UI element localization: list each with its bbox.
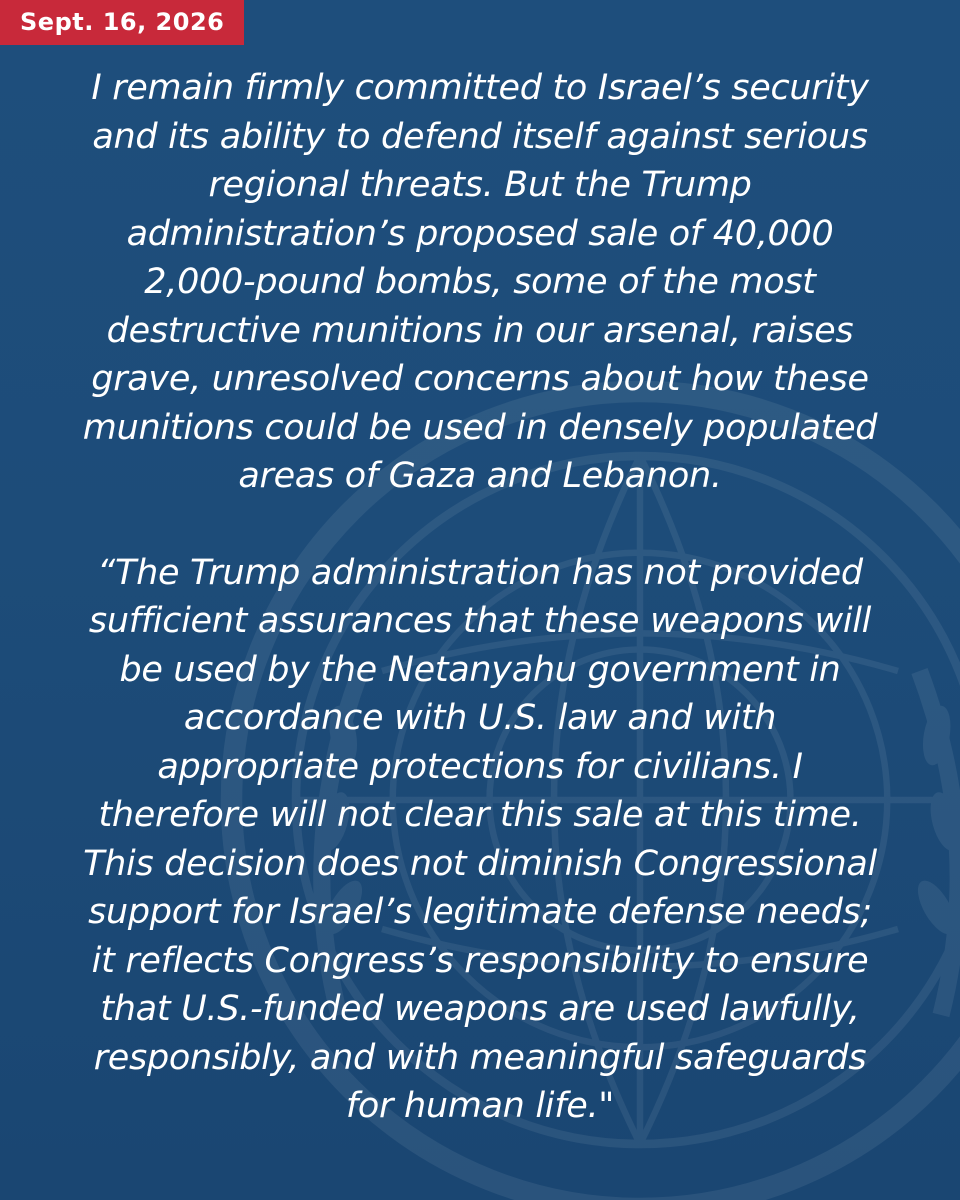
statement-line: sufficient assurances that these weapons will <box>88 601 872 641</box>
statement-line: destructive munitions in our arsenal, raises <box>106 310 854 351</box>
statement-line: for human life." <box>345 1086 615 1126</box>
statement-paragraph-1 <box>50 64 910 501</box>
statement-line: responsibly, and with meaningful safeguards <box>93 1037 867 1078</box>
statement-line: appropriate protections for civilians. I <box>157 746 803 787</box>
statement-line: administration’s proposed sale of 40,000 <box>126 213 834 254</box>
statement-line: that U.S.-funded weapons are used lawfully, <box>100 989 860 1029</box>
statement-line: be used by the Netanyahu government in <box>119 649 841 690</box>
statement-line: This decision does not diminish Congressional <box>83 843 877 884</box>
statement-line: I remain firmly committed to Israel’s security <box>91 68 869 108</box>
statement-line: regional threats. But the Trump <box>208 165 752 205</box>
statement-line: support for Israel’s legitimate defense needs; <box>88 892 872 932</box>
statement-line: accordance with U.S. law and with <box>183 698 777 738</box>
statement-paragraph-2 <box>50 549 910 1131</box>
statement-line: therefore will not clear this sale at this time. <box>98 795 862 835</box>
statement-line: it reflects Congress’s responsibility to ensure <box>91 940 869 981</box>
statement-line: and its ability to defend itself against serious <box>92 116 868 157</box>
statement-text <box>50 64 910 1131</box>
statement-line: areas of Gaza and Lebanon. <box>238 456 722 496</box>
statement-line: “The Trump administration has not provided <box>97 552 863 593</box>
statement-line: 2,000-pound bombs, some of the most <box>144 262 816 302</box>
statement-line: grave, unresolved concerns about how these <box>91 359 869 399</box>
statement-line: munitions could be used in densely populated <box>82 407 878 448</box>
date-badge: Sept. 16, 2026 <box>0 0 244 45</box>
